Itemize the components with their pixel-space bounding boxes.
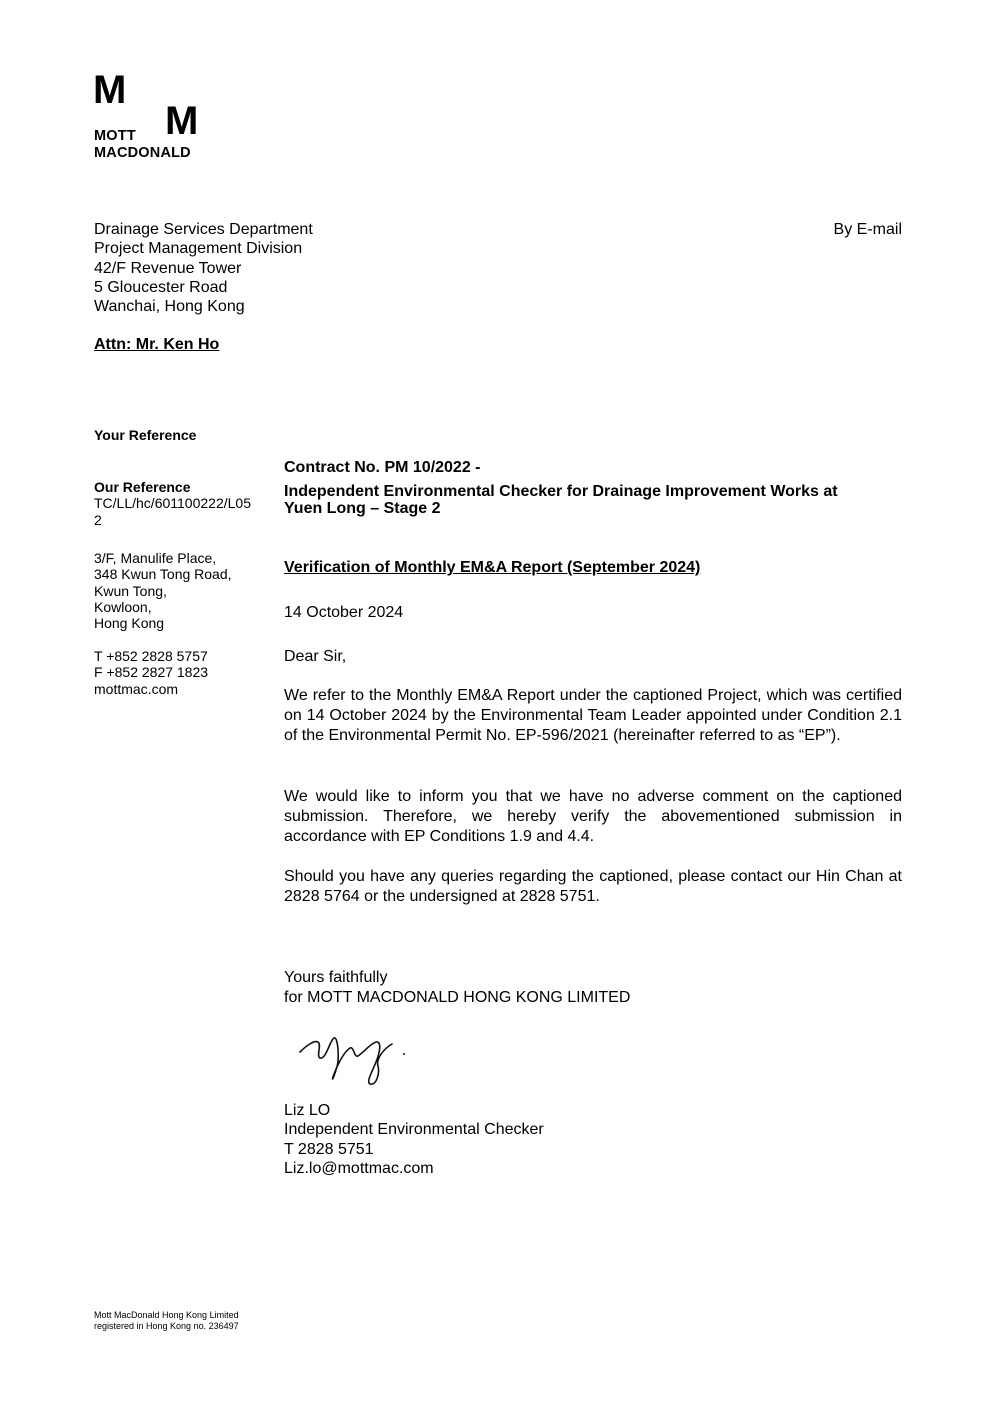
handwritten-signature <box>296 1030 412 1090</box>
office-address-line: Kwun Tong, <box>94 582 167 599</box>
our-reference-value: TC/LL/hc/601100222/L05 <box>94 495 251 512</box>
footer-registration <box>94 1310 239 1332</box>
office-address <box>94 550 232 631</box>
letter-date: 14 October 2024 <box>284 604 404 621</box>
company-logo-text <box>94 128 191 162</box>
office-contact <box>94 648 208 697</box>
office-fax: F +852 2827 1823 <box>94 664 209 681</box>
closing-company: for MOTT MACDONALD HONG KONG LIMITED <box>284 989 631 1006</box>
office-phone: T +852 2828 5757 <box>94 648 208 664</box>
office-address-line: Kowloon, <box>94 598 152 615</box>
our-reference-label: Our Reference <box>94 479 191 495</box>
body-paragraph: Should you have any queries regarding the captioned, please contact our Hin Chan at 2828 5764 or the undersigned at 2828 5751. <box>284 868 902 905</box>
office-address-line: 348 Kwun Tong Road, <box>94 566 232 583</box>
footer-registration-number: registered in Hong Kong no. 236497 <box>94 1321 239 1331</box>
signatory-name: Liz LO <box>284 1102 331 1119</box>
logo-letter-m-right: M <box>165 99 199 143</box>
logo-line-macdonald: MACDONALD <box>94 145 191 161</box>
signatory-block <box>284 1101 544 1178</box>
your-reference-label: Your Reference <box>94 427 197 443</box>
office-website[interactable]: mottmac.com <box>94 680 179 697</box>
office-address-line: 3/F, Manulife Place, <box>94 550 217 566</box>
subject-line: Independent Environmental Checker for Drainage Improvement Works at <box>284 483 838 500</box>
body-paragraph: We refer to the Monthly EM&A Report under the captioned Project, which was certified on 14 October 2024 by the Environmental Team Leader appointed under Condition 2.1 of the Environmental Permit No. EP-596/2021 (hereinafter referred to as “EP”). <box>284 687 902 744</box>
recipient-line: Wanchai, Hong Kong <box>94 298 245 316</box>
signatory-email[interactable]: Liz.lo@mottmac.com <box>284 1159 434 1177</box>
attention-line: Attn: Mr. Ken Ho <box>94 336 220 353</box>
recipient-line: 5 Gloucester Road <box>94 278 228 296</box>
body-paragraph: We would like to inform you that we have no adverse comment on the captioned submission. Therefore, we hereby verify the abovementioned submission in accordance with EP Conditions 1.9 and 4.4. <box>284 788 902 845</box>
recipient-line: Drainage Services Department <box>94 221 313 238</box>
recipient-line: 42/F Revenue Tower <box>94 259 242 277</box>
salutation: Dear Sir, <box>284 648 347 665</box>
recipient-address <box>94 220 313 316</box>
closing-line: Yours faithfully <box>284 969 388 986</box>
office-address-line: Hong Kong <box>94 615 165 632</box>
logo-letter-m-top: M <box>93 68 127 112</box>
signatory-title: Independent Environmental Checker <box>284 1121 544 1139</box>
recipient-line: Project Management Division <box>94 240 303 258</box>
our-reference <box>94 479 251 528</box>
letter-title: Verification of Monthly EM&A Report (September 2024) <box>284 559 701 576</box>
footer-company-name: Mott MacDonald Hong Kong Limited <box>94 1310 239 1320</box>
signatory-phone: T 2828 5751 <box>284 1140 374 1158</box>
subject-heading <box>284 459 838 517</box>
subject-contract-number: Contract No. PM 10/2022 - <box>284 459 481 476</box>
closing <box>284 968 630 1008</box>
logo-line-mott: MOTT <box>94 128 136 144</box>
our-reference-value: 2 <box>94 511 102 528</box>
delivery-method: By E-mail <box>833 221 902 238</box>
subject-line: Yuen Long – Stage 2 <box>284 500 441 517</box>
